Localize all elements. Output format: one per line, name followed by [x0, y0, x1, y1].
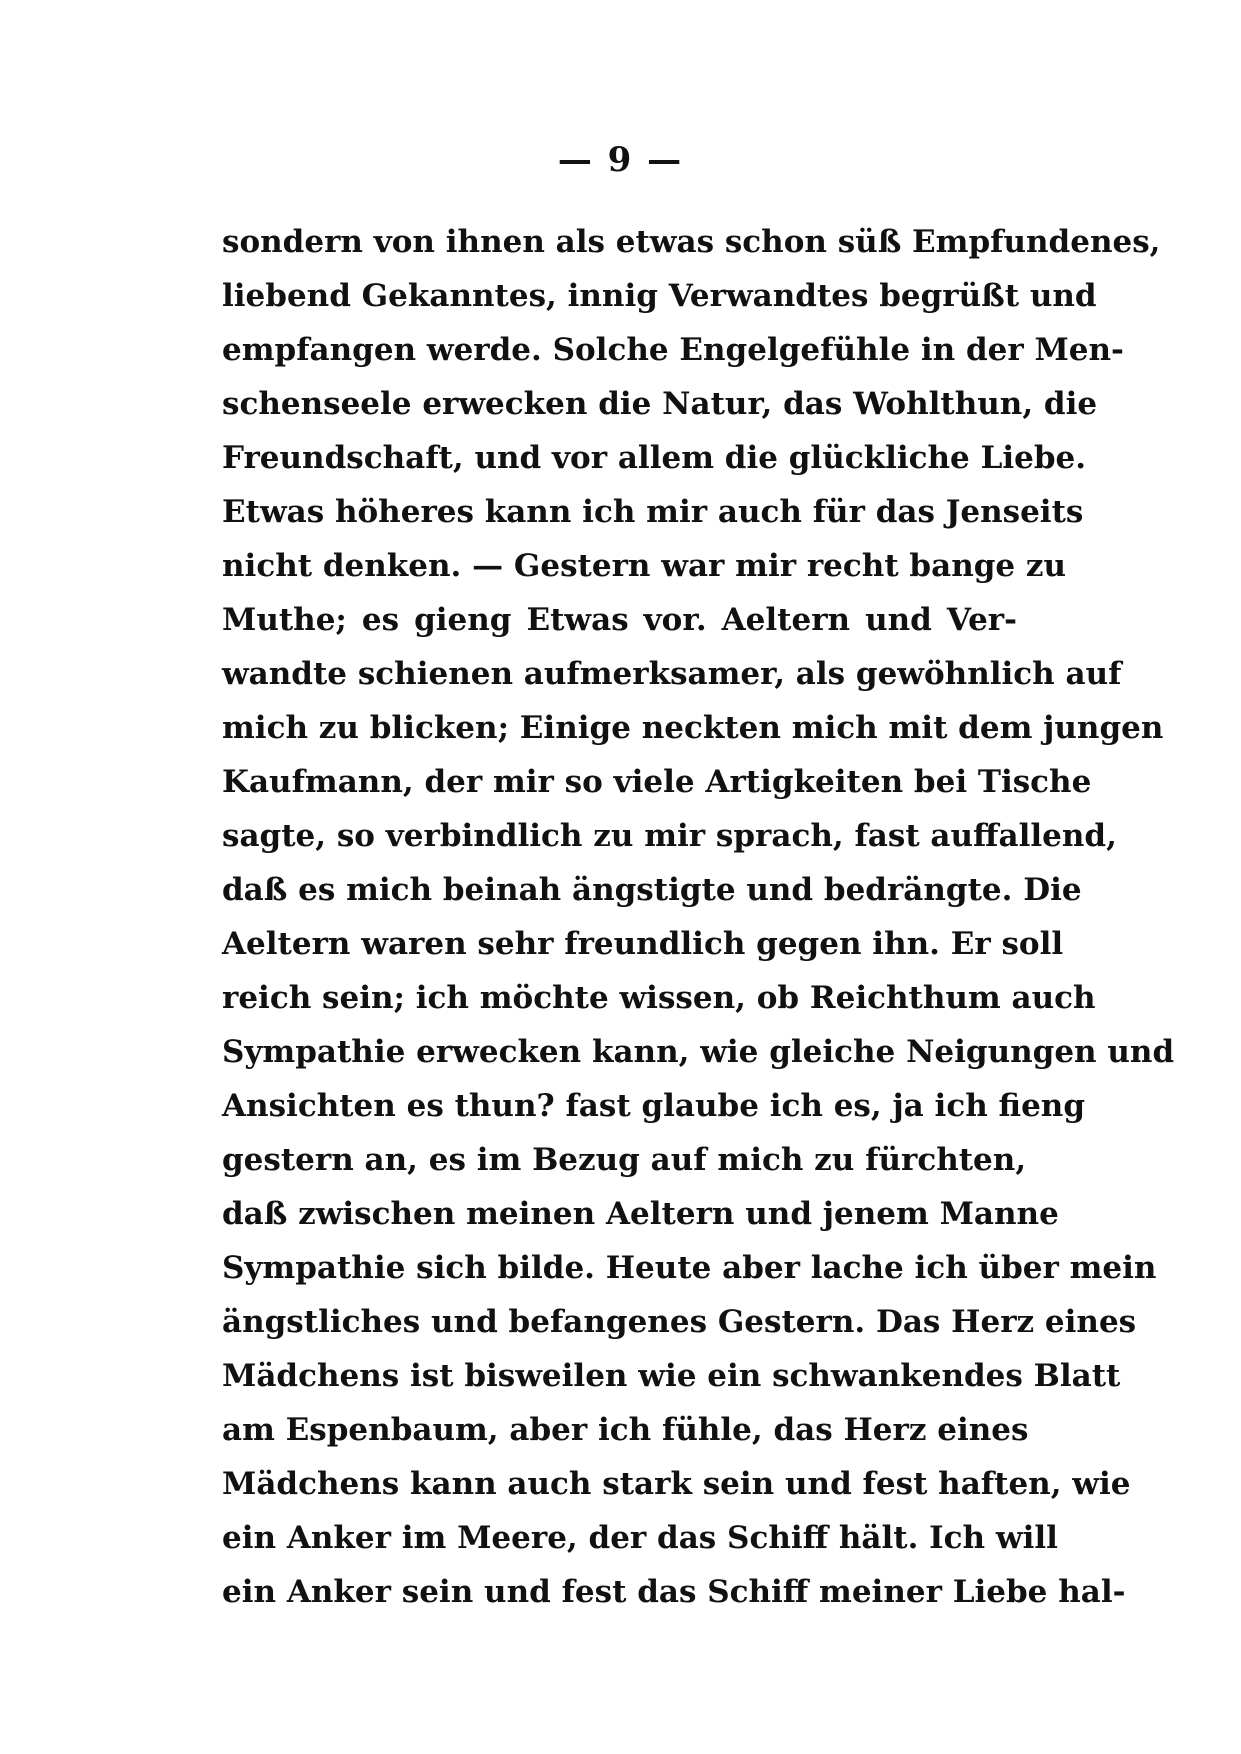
text-line: am Espenbaum, aber ich fühle, das Herz eines	[222, 1412, 1029, 1448]
text-line: Etwas höheres kann ich mir auch für das Jenseits	[222, 494, 1084, 530]
text-line: Sympathie sich bilde. Heute aber lache ich über mein	[222, 1250, 1157, 1286]
text-line: ängstliches und befangenes Gestern. Das Herz eines	[222, 1304, 1137, 1340]
text-line: Kaufmann, der mir so viele Artigkeiten bei Tische	[222, 764, 1092, 800]
text-line: ein Anker im Meere, der das Schiff hält. Ich will	[222, 1520, 1058, 1556]
text-line: Sympathie erwecken kann, wie gleiche Neigungen und	[222, 1034, 1175, 1070]
text-line: Freundschaft, und vor allem die glückliche Liebe.	[222, 440, 1087, 476]
text-line: Ansichten es thun? fast glaube ich es, ja ich fieng	[222, 1088, 1086, 1124]
text-line: nicht denken. — Gestern war mir recht bange zu	[222, 548, 1067, 584]
page-number: — 9 —	[557, 140, 684, 180]
text-line: Muthe; es gieng Etwas vor. Aeltern und Ver-	[222, 602, 1017, 638]
text-line: sagte, so verbindlich zu mir sprach, fast auffallend,	[222, 818, 1117, 854]
text-line: mich zu blicken; Einige neckten mich mit dem jungen	[222, 710, 1164, 746]
text-line: schenseele erwecken die Natur, das Wohlthun, die	[222, 386, 1098, 422]
text-line: daß zwischen meinen Aeltern und jenem Manne	[222, 1196, 1059, 1232]
text-line: empfangen werde. Solche Engelgefühle in der Men-	[222, 332, 1124, 368]
text-line: daß es mich beinah ängstigte und bedrängte. Die	[222, 872, 1082, 908]
text-line: Aeltern waren sehr freundlich gegen ihn. Er soll	[222, 926, 1064, 962]
text-line: sondern von ihnen als etwas schon süß Empfundenes,	[222, 224, 1161, 260]
text-line: Mädchens kann auch stark sein und fest haften, wie	[222, 1466, 1131, 1502]
text-line: ein Anker sein und fest das Schiff meiner Liebe hal-	[222, 1574, 1126, 1610]
text-line: wandte schienen aufmerksamer, als gewöhnlich auf	[222, 656, 1122, 692]
body-text	[222, 215, 1175, 1619]
text-line: gestern an, es im Bezug auf mich zu fürchten,	[222, 1142, 1027, 1178]
text-line: reich sein; ich möchte wissen, ob Reichthum auch	[222, 980, 1096, 1016]
text-line: Mädchens ist bisweilen wie ein schwankendes Blatt	[222, 1358, 1121, 1394]
text-line: liebend Gekanntes, innig Verwandtes begrüßt und	[222, 278, 1097, 314]
